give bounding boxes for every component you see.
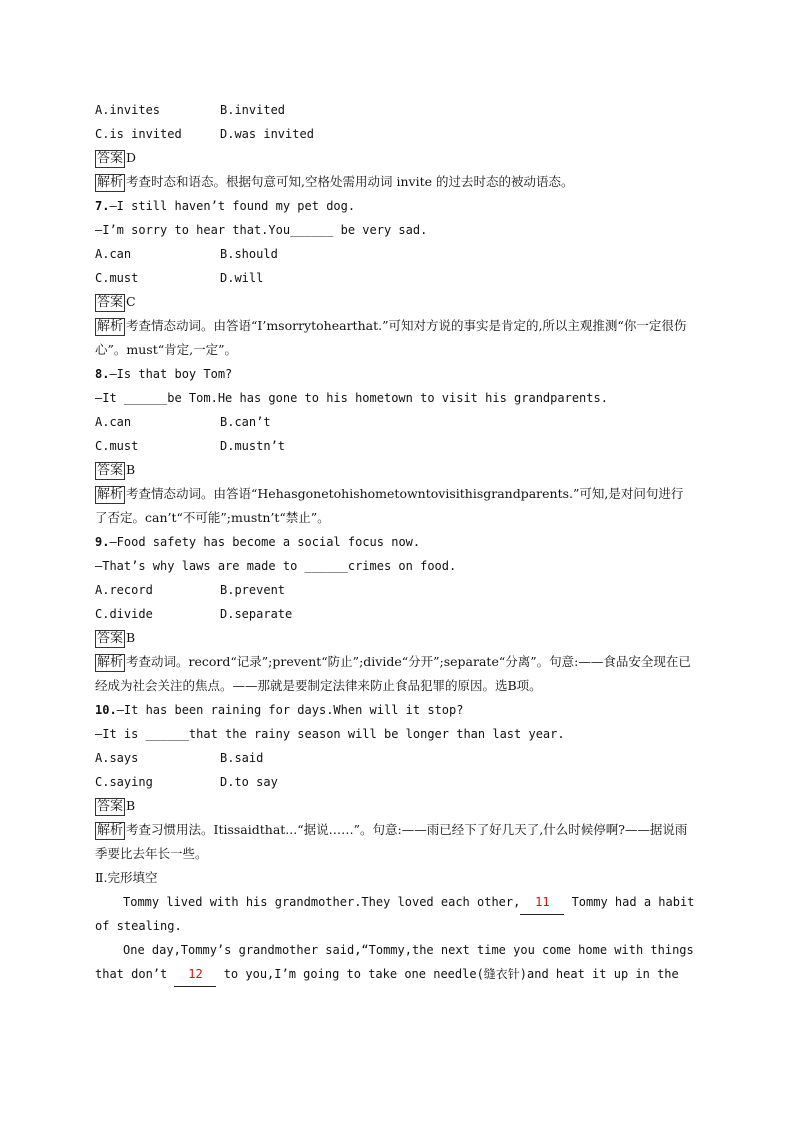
answer-tag: 答案 xyxy=(97,151,124,166)
q8-analysis-text: 考查情态动词。由答语“Hehasgonetohishometowntovisithisgrandparents.”可知,是对问句进行了否定。can’t“不可能”;mustn’t“禁止”。 xyxy=(95,486,684,525)
section-heading: Ⅱ.完形填空 xyxy=(95,870,158,885)
passage-line-1 xyxy=(95,890,695,914)
q10-option-d: D.to say xyxy=(220,775,278,789)
answer-tag: 答案 xyxy=(97,799,124,814)
q8-stem-1 xyxy=(95,362,695,386)
q10-number: 10. xyxy=(95,703,117,717)
q10-stem-2: —It is ______that the rainy season will be longer than last year. xyxy=(95,727,565,741)
passage-text: that don’t xyxy=(95,967,175,981)
q9-analysis-text: 考查动词。record“记录”;prevent“防止”;divide“分开”;separate“分离”。句意:——食品安全现在已经成为社会关注的焦点。——那就是要制定法律来防止食品犯罪的原因。选B项。 xyxy=(95,654,691,693)
q9-analysis xyxy=(95,650,695,698)
q7-answer-value: C xyxy=(126,294,136,309)
q7-option-b: B.should xyxy=(220,247,278,261)
q8-answer-value: B xyxy=(126,462,136,477)
passage-text: Tommy had a habit xyxy=(564,895,695,909)
q9-answer xyxy=(95,626,695,650)
q10-stem-1 xyxy=(95,698,695,722)
q9-option-d: D.separate xyxy=(220,607,293,621)
analysis-tag: 解析 xyxy=(97,175,124,190)
q9-stem-1 xyxy=(95,530,695,554)
q8-stem-2: —It ______be Tom.He has gone to his hometown to visit his grandparents. xyxy=(95,391,608,405)
q9-number: 9. xyxy=(95,535,110,549)
q8-options-row-1 xyxy=(95,410,695,434)
q8-line-1: —Is that boy Tom? xyxy=(109,367,233,381)
q7-answer xyxy=(95,290,695,314)
q7-options-row-1 xyxy=(95,242,695,266)
q8-answer xyxy=(95,458,695,482)
q9-line-1: —Food safety has become a social focus now. xyxy=(109,535,421,549)
q8-analysis xyxy=(95,482,695,530)
q10-option-c: C.saying xyxy=(95,775,153,789)
q7-analysis-text: 考查情态动词。由答语“I’msorrytohearthat.”可知对方说的事实是肯定的,所以主观推测“你一定很伤心”。must“肯定,一定”。 xyxy=(95,318,687,357)
passage-line-3: One day,Tommy’s grandmother said,“Tommy,the next time you come home with things xyxy=(123,943,694,957)
q9-option-a: A.record xyxy=(95,583,153,597)
answer-tag: 答案 xyxy=(97,631,124,646)
q8-option-a: A.can xyxy=(95,415,132,429)
q9-answer-value: B xyxy=(126,630,136,645)
q10-analysis-text: 考查习惯用法。Itissaidthat...“据说……”。句意:——雨已经下了好几天了,什么时候停啊?——据说雨季要比去年长一些。 xyxy=(95,822,688,861)
q6-options-row-1 xyxy=(95,98,695,122)
analysis-tag: 解析 xyxy=(97,487,124,502)
q6-option-a: A.invites xyxy=(95,103,161,117)
q6-answer-value: D xyxy=(126,150,137,165)
q9-option-c: C.divide xyxy=(95,607,153,621)
q7-option-d: D.will xyxy=(220,271,264,285)
passage-line-2: of stealing. xyxy=(95,919,182,933)
q10-line-1: —It has been raining for days.When will it stop? xyxy=(116,703,464,717)
q7-options-row-2 xyxy=(95,266,695,290)
q9-options-row-1 xyxy=(95,578,695,602)
analysis-tag: 解析 xyxy=(97,823,124,838)
q7-option-a: A.can xyxy=(95,247,132,261)
q7-analysis xyxy=(95,314,695,362)
q6-option-d: D.was invited xyxy=(220,127,314,141)
passage-text: to you,I’m going to take one needle(缝衣针)and heat it up in the xyxy=(216,967,679,981)
analysis-tag: 解析 xyxy=(97,319,124,334)
q9-option-b: B.prevent xyxy=(220,583,286,597)
q10-option-b: B.said xyxy=(220,751,264,765)
q10-answer-value: B xyxy=(126,798,136,813)
q6-answer xyxy=(95,146,695,170)
q8-number: 8. xyxy=(95,367,110,381)
q10-analysis xyxy=(95,818,695,866)
answer-tag: 答案 xyxy=(97,463,124,478)
answer-tag: 答案 xyxy=(97,295,124,310)
q7-line-1: —I still haven’t found my pet dog. xyxy=(109,199,356,213)
blank-11: 11 xyxy=(520,890,564,915)
analysis-tag: 解析 xyxy=(97,655,124,670)
q8-option-c: C.must xyxy=(95,439,139,453)
q6-option-b: B.invited xyxy=(220,103,286,117)
q8-option-d: D.mustn’t xyxy=(220,439,286,453)
q7-stem-1 xyxy=(95,194,695,218)
q9-options-row-2 xyxy=(95,602,695,626)
q7-number: 7. xyxy=(95,199,110,213)
q6-analysis xyxy=(95,170,695,194)
q7-option-c: C.must xyxy=(95,271,139,285)
q10-options-row-1 xyxy=(95,746,695,770)
q10-answer xyxy=(95,794,695,818)
q7-stem-2: —I’m sorry to hear that.You______ be very sad. xyxy=(95,223,428,237)
passage-line-4 xyxy=(95,962,695,986)
q10-options-row-2 xyxy=(95,770,695,794)
passage-text: Tommy lived with his grandmother.They loved each other, xyxy=(123,895,521,909)
q9-stem-2: —That’s why laws are made to ______crimes on food. xyxy=(95,559,457,573)
blank-12: 12 xyxy=(174,962,216,987)
q8-options-row-2 xyxy=(95,434,695,458)
q6-option-c: C.is invited xyxy=(95,127,182,141)
q6-analysis-text: 考查时态和语态。根据句意可知,空格处需用动词 invite 的过去时态的被动语态。 xyxy=(126,174,574,189)
q6-options-row-2 xyxy=(95,122,695,146)
q8-option-b: B.can’t xyxy=(220,415,271,429)
q10-option-a: A.says xyxy=(95,751,139,765)
document-content xyxy=(95,98,695,986)
